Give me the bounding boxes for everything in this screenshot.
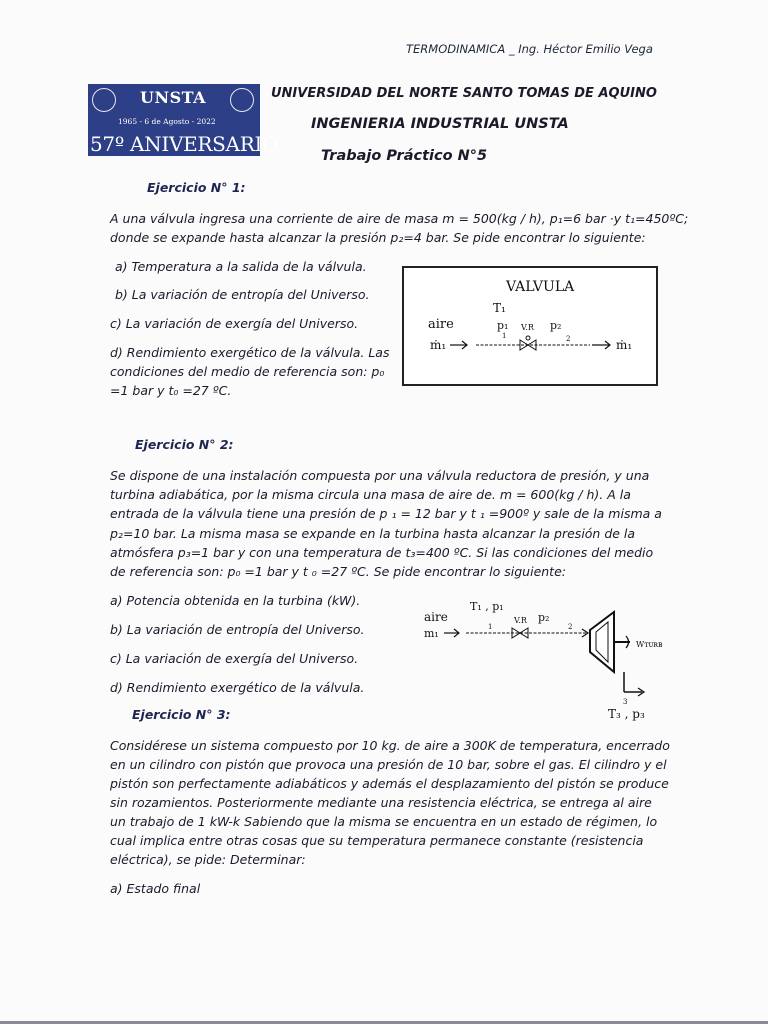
label-state-2: 2 [568, 623, 573, 631]
exercise-3-statement: en un cilindro con pistón que provoca una presión de 10 bar, sobre el gas. El cilindro y el [110, 757, 667, 772]
valve-turbine-diagram [418, 592, 684, 724]
exercise-3-statement: Considérese un sistema compuesto por 10 kg. de aire a 300K de temperatura, encerrado [110, 738, 670, 753]
exercise-2-statement: entrada de la válvula tiene una presión de p ₁ = 12 bar y t ₁ =900º y sale de la misma a [110, 506, 662, 521]
exercise-1-statement: donde se expande hasta alcanzar la presión p₂=4 bar. Se pide encontrar lo siguiente: [110, 230, 646, 245]
exercise-3-statement: sin rozamientos. Posteriormente mediante una resistencia eléctrica, se entrega al aire [110, 795, 652, 810]
exercise-2-statement: p₂=10 bar. La misma masa se expande en la turbina hasta alcanzar la presión de la [110, 526, 636, 541]
label-state-3: 3 [623, 698, 628, 706]
exercise-1-item-d: =1 bar y t₀ =27 ºC. [110, 383, 232, 398]
university-title: UNIVERSIDAD DEL NORTE SANTO TOMAS DE AQUINO [271, 86, 657, 101]
exercise-2-statement: turbina adiabática, por la misma circula una masa de aire de. m = 600(kg / h). A la [110, 487, 631, 502]
exercise-2-item-c: c) La variación de exergía del Universo. [110, 651, 359, 666]
exercise-1-item-d: condiciones del medio de referencia son: p₀ [110, 364, 385, 379]
exercise-3-item-a: a) Estado final [110, 881, 201, 896]
valve-symbol-icon [520, 336, 536, 350]
exercise-2-item-d: d) Rendimiento exergético de la válvula. [110, 680, 365, 695]
exercise-1-item-a: a) Temperatura a la salida de la válvula. [115, 259, 367, 274]
exercise-1-item-c: c) La variación de exergía del Universo. [110, 316, 359, 331]
label-t3-p3: T₃ , p₃ [608, 707, 645, 721]
exercise-1-title: Ejercicio N° 1: [147, 180, 246, 195]
program-title: INGENIERIA INDUSTRIAL UNSTA [311, 116, 569, 132]
label-mass-in: ṁ₁ [430, 338, 447, 352]
exercise-2-item-b: b) La variación de entropía del Universo. [110, 622, 365, 637]
course-header: TERMODINAMICA _ Ing. Héctor Emilio Vega [406, 42, 653, 56]
exercise-2-title: Ejercicio N° 2: [135, 437, 234, 452]
exercise-2-statement: atmósfera p₃=1 bar y con una temperatura de t₃=400 ºC. Si las condiciones del medio [110, 545, 654, 560]
exercise-3-statement: un trabajo de 1 kW-k Sabiendo que la misma se encuentra en un estado de régimen, lo [110, 814, 658, 829]
outlet-arrow [592, 341, 610, 349]
label-vr: V.R [514, 616, 527, 625]
exercise-2-item-a: a) Potencia obtenida en la turbina (kW). [110, 593, 361, 608]
label-aire: aire [424, 610, 448, 624]
exercise-1-statement: A una válvula ingresa una corriente de aire de masa m = 500(kg / h), p₁=6 bar ·y t₁=450ºC; [110, 211, 689, 226]
label-mass-in: m₁ [424, 627, 439, 640]
logo-name: UNSTA [140, 88, 207, 107]
exercise-3-statement: eléctrica), se pide: Determinar: [110, 852, 306, 867]
assignment-title: Trabajo Práctico N°5 [321, 148, 488, 164]
label-vr: V.R [521, 323, 534, 332]
label-state-2: 2 [566, 335, 571, 343]
label-mass-out: ṁ₁ [616, 338, 633, 352]
exercise-1-item-d: d) Rendimiento exergético de la válvula. Las [110, 345, 390, 360]
exercise-3-statement: cual implica entre otras cosas que su temperatura permanece constante (resistencia [110, 833, 644, 848]
inlet-arrow [444, 629, 459, 637]
turbine-icon [590, 612, 630, 672]
university-seal-icon [92, 88, 116, 112]
label-w-turb: Wᴛᴜʀʙ [636, 640, 663, 649]
unsta-logo [88, 84, 279, 156]
logo-dates: 1965 - 6 de Agosto - 2022 [118, 117, 216, 126]
university-seal-icon [230, 88, 254, 112]
label-state-1: 1 [488, 623, 493, 631]
logo-anniversary: 57º ANIVERSARIO [90, 132, 279, 156]
label-aire: aire [428, 317, 454, 332]
exercise-3-statement: pistón son perfectamente adiabáticos y además el desplazamiento del pistón se produce [110, 776, 669, 791]
exercise-1-item-b: b) La variación de entropía del Universo. [115, 287, 370, 302]
label-p1: p₁ [497, 319, 509, 332]
exercise-3-title: Ejercicio N° 3: [132, 707, 231, 722]
inlet-arrow [450, 341, 467, 349]
label-state-1: 1 [502, 332, 507, 340]
label-t1-p1: T₁ , p₁ [470, 600, 504, 613]
label-p2: p₂ [538, 611, 550, 624]
label-t1: T₁ [493, 301, 506, 315]
exercise-2-statement: de referencia son: p₀ =1 bar y t ₀ =27 ºC. Se pide encontrar lo siguiente: [110, 564, 566, 579]
valve-diagram-title: VALVULA [506, 279, 575, 295]
exercise-2-statement: Se dispone de una instalación compuesta por una válvula reductora de presión, y una [110, 468, 650, 483]
valve-diagram [402, 266, 658, 386]
label-p2: p₂ [550, 319, 562, 332]
